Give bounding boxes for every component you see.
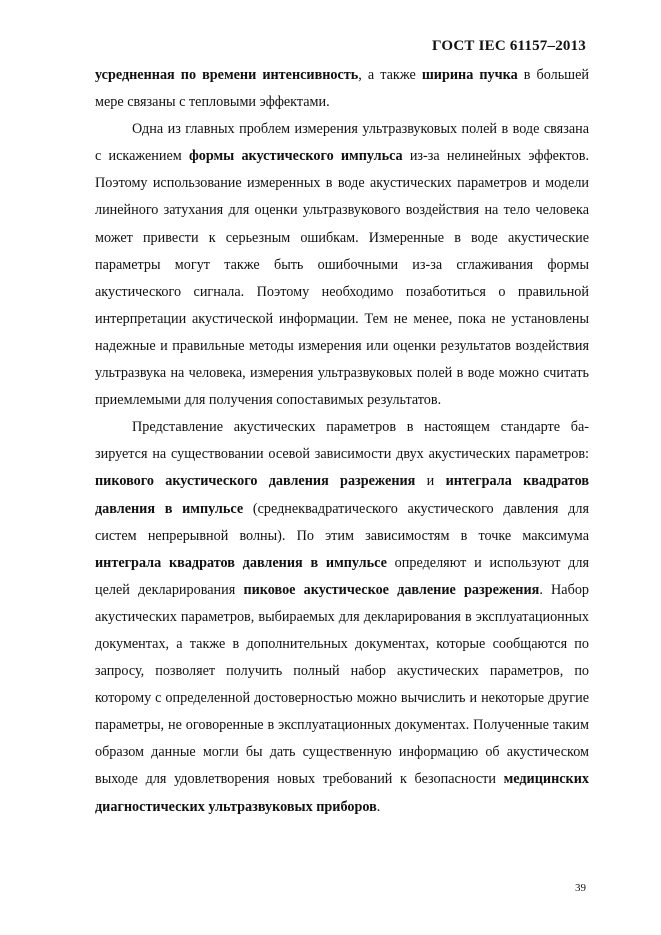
- term-bold: пиковое акустическое давление разрежения: [243, 581, 540, 598]
- text-run: из-за нелинейных эффектов. Поэтому использование измеренных в воде акустических параметров и модели линейного затухания для оценки ультразвукового воздействия на тело человека может привести к серьезным ошибкам. Измеренные в воде акустические параметры могут также быть ошибочными из-за сглаживания формы акустического сигнала. Поэтому необходимо позаботиться о правильной интерпретации акустической информации. Тем не менее, пока не установлены надежные и правильные методы измерения или оценки результатов воздействия ультразвука на человека, измерения ультразвуковых полей в воде можно считать приемлемыми для получения сопоставимых результатов.: [95, 148, 589, 409]
- paragraph: [95, 116, 589, 414]
- term-bold: интеграла квадратов давления в импульсе: [95, 473, 589, 517]
- text-run: (среднеквадратического акустического давления для систем непрерывной волны). По этим зависимостям в точке максимума: [95, 500, 590, 544]
- body-text: [95, 62, 589, 821]
- term-bold: пикового акустического давления разрежения: [95, 473, 416, 490]
- text-run: и: [415, 473, 446, 490]
- term-bold: ширина пучка: [421, 67, 518, 83]
- text-run: Представление акустических параметров в настоящем стандарте базируется на существовании осевой зависимости двух акустических параметров:: [95, 419, 589, 463]
- text-run: в большей мере связаны с тепловыми эффектами.: [95, 67, 589, 111]
- text-run: Одна из главных проблем измерения ультразвуковых полей в воде связана с искажением: [95, 121, 589, 165]
- term-bold: усредненная по времени интенсивность: [95, 67, 359, 83]
- term-bold: медицинских диагностических ультразвуковых приборов: [95, 771, 589, 815]
- text-run: . Набор акустических параметров, выбираемых для декларирования в эксплуатационных документах, а также в дополнительных документах, которые сообщаются по запросу, позволяет получить полный набор акустических параметров, по которому с определенной достоверностью можно вычислить и некоторые другие параметры, не оговоренные в эксплуатационных документах. Полученные таким образом данные могли бы дать существенную информацию об акустическом выходе для удовлетворения новых требований к безопасности: [95, 581, 590, 788]
- text-run: определяют и используют для целей декларирования: [95, 554, 589, 598]
- text-run: , а также: [358, 67, 422, 83]
- text-run: .: [376, 798, 381, 815]
- document-header: ГОСТ IEC 61157–2013: [431, 38, 586, 54]
- paragraph: [95, 414, 589, 820]
- term-bold: формы акустического импульса: [188, 148, 403, 165]
- page-number: 39: [575, 882, 586, 894]
- paragraph: [95, 62, 589, 116]
- term-bold: интеграла квадратов давления в импульсе: [95, 554, 387, 571]
